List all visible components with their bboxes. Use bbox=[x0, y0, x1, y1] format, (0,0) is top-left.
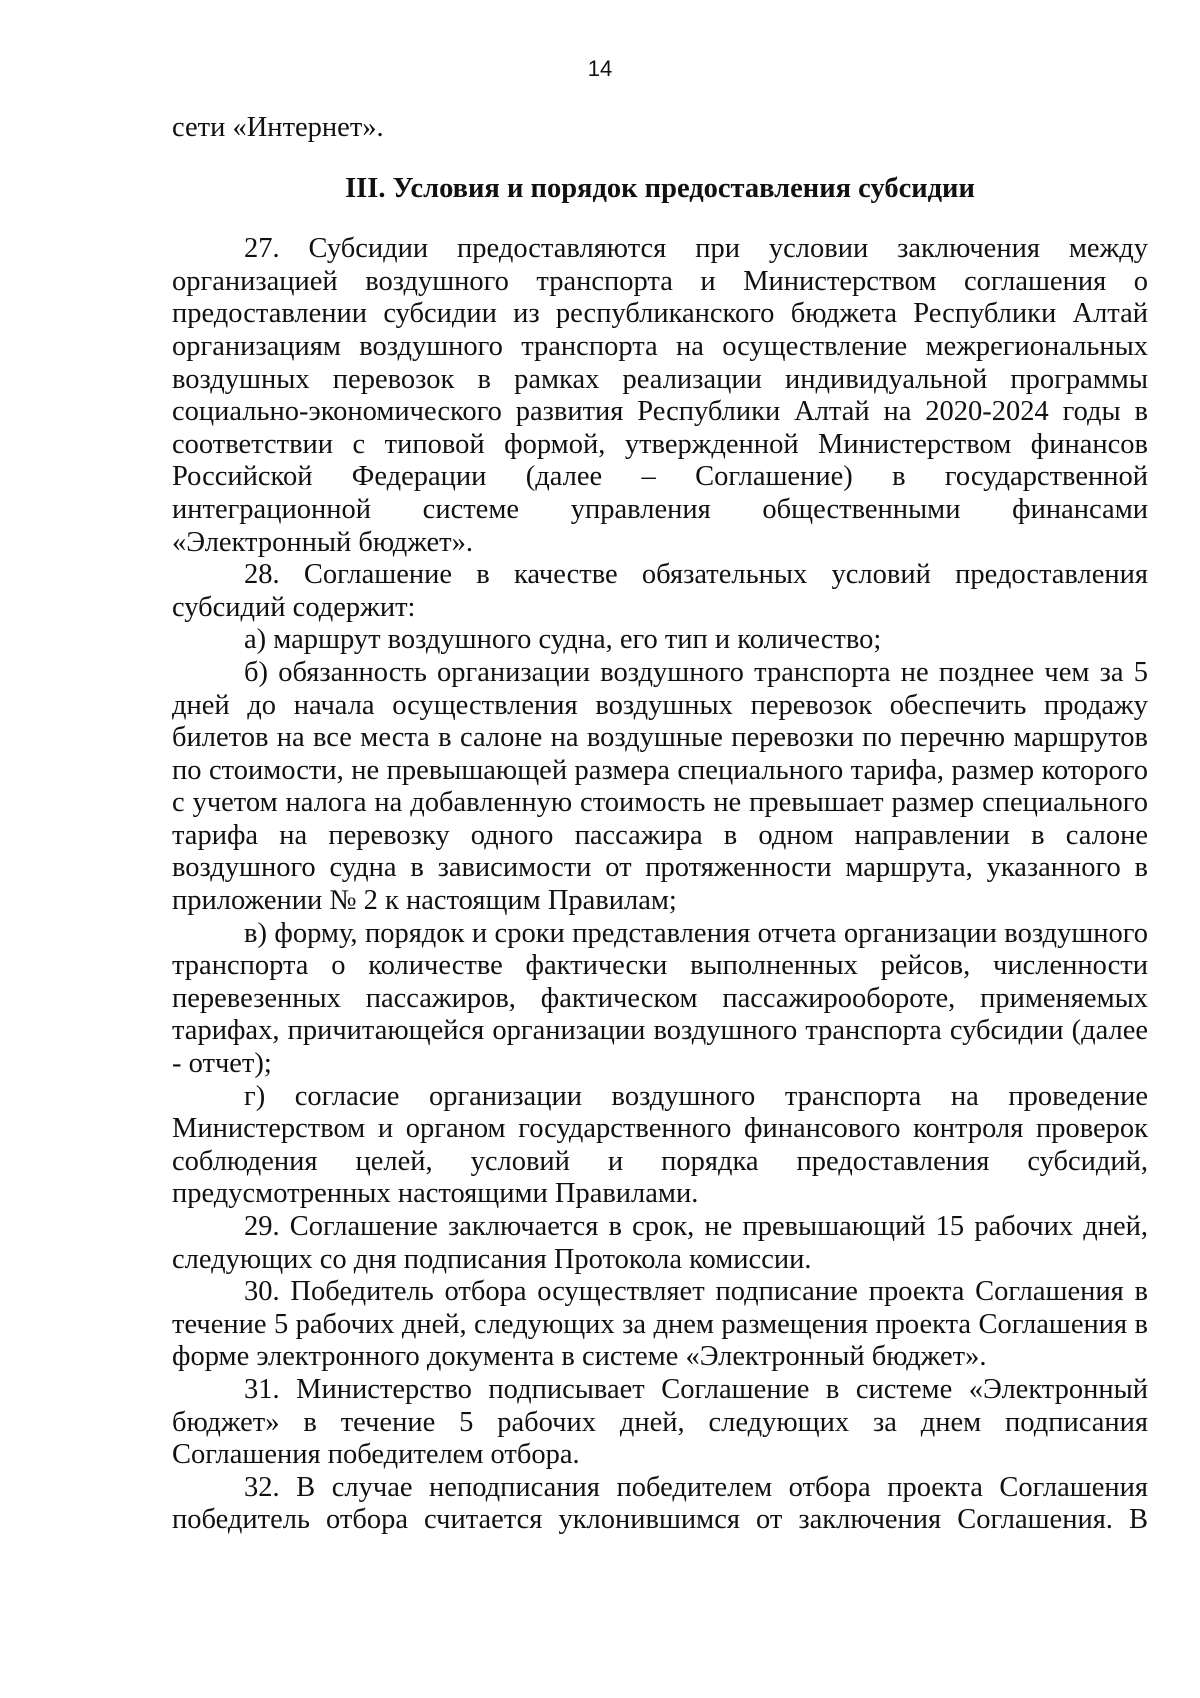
paragraph-line: с учетом налога на добавленную стоимость не превышает размер специального bbox=[172, 787, 1148, 819]
paragraph-line: соблюдения целей, условий и порядка предоставления субсидий, bbox=[172, 1145, 1148, 1177]
paragraph-line: 32. В случае неподписания победителем отбора проекта Соглашения bbox=[244, 1471, 1148, 1503]
paragraph-line: по стоимости, не превышающей размера специального тарифа, размер которого bbox=[172, 754, 1148, 786]
paragraph-line: перевезенных пассажиров, фактическом пассажирообороте, применяемых bbox=[172, 982, 1148, 1014]
paragraph-line: 31. Министерство подписывает Соглашение в системе «Электронный bbox=[244, 1373, 1148, 1405]
paragraph-line: 27. Субсидии предоставляются при условии заключения между bbox=[244, 233, 1148, 265]
paragraph-line: а) маршрут воздушного судна, его тип и количество; bbox=[244, 624, 882, 656]
paragraph-line: предусмотренных настоящими Правилами. bbox=[172, 1178, 699, 1210]
paragraph-line: предоставлении субсидии из республиканского бюджета Республики Алтай bbox=[172, 298, 1148, 330]
paragraph bbox=[172, 559, 1148, 624]
paragraph-line: воздушных перевозок в рамках реализации индивидуальной программы bbox=[172, 363, 1148, 395]
paragraph-line: 30. Победитель отбора осуществляет подписание проекта Соглашения в bbox=[244, 1276, 1148, 1308]
paragraph-line: «Электронный бюджет». bbox=[172, 526, 474, 558]
paragraph-line: соответствии с типовой формой, утвержденной Министерством финансов bbox=[172, 428, 1148, 460]
paragraph-line: билетов на все места в салоне на воздушные перевозки по перечню маршрутов bbox=[172, 722, 1148, 754]
paragraph-line: 28. Соглашение в качестве обязательных условий предоставления bbox=[244, 559, 1148, 591]
paragraph-line: тарифах, причитающейся организации воздушного транспорта субсидии (далее bbox=[172, 1015, 1148, 1047]
paragraph bbox=[172, 1276, 1148, 1374]
paragraphs bbox=[172, 233, 1148, 1537]
page-number: 14 bbox=[587, 56, 613, 81]
paragraph-line: течение 5 рабочих дней, следующих за днем размещения проекта Соглашения в bbox=[172, 1308, 1148, 1340]
paragraph-line: организацией воздушного транспорта и Министерством соглашения о bbox=[172, 265, 1148, 297]
paragraph bbox=[172, 1081, 1148, 1211]
paragraph-line: Российской Федерации (далее – Соглашение) в государственной bbox=[172, 461, 1148, 493]
paragraph-line: Соглашения победителем отбора. bbox=[172, 1439, 580, 1471]
section-heading: III. Условия и порядок предоставления субсидии bbox=[345, 172, 975, 204]
paragraph-line: бюджет» в течение 5 рабочих дней, следующих за днем подписания bbox=[172, 1406, 1148, 1438]
paragraph-line: победитель отбора считается уклонившимся от заключения Соглашения. В bbox=[172, 1504, 1148, 1536]
paragraph-line: интеграционной системе управления общественными финансами bbox=[172, 493, 1148, 525]
paragraph-line: дней до начала осуществления воздушных перевозок обеспечить продажу bbox=[172, 689, 1148, 721]
paragraph bbox=[172, 1374, 1148, 1472]
paragraph-line: г) согласие организации воздушного транспорта на проведение bbox=[244, 1080, 1148, 1112]
paragraph-line: б) обязанность организации воздушного транспорта не позднее чем за 5 bbox=[244, 656, 1148, 688]
paragraph-line: форме электронного документа в системе «Электронный бюджет». bbox=[172, 1341, 987, 1373]
paragraph-line: 29. Соглашение заключается в срок, не превышающий 15 рабочих дней, bbox=[244, 1211, 1148, 1242]
paragraph-line: следующих со дня подписания Протокола комиссии. bbox=[172, 1243, 812, 1275]
paragraph-line: приложении № 2 к настоящим Правилам; bbox=[172, 885, 677, 917]
paragraph-line: Министерством и органом государственного финансового контроля проверок bbox=[172, 1113, 1148, 1145]
paragraph-line: воздушного судна в зависимости от протяженности маршрута, указанного в bbox=[172, 852, 1148, 884]
paragraph bbox=[172, 624, 1148, 657]
paragraph bbox=[172, 1472, 1148, 1537]
intro-line: сети «Интернет». bbox=[172, 112, 384, 143]
paragraph-line: - отчет); bbox=[172, 1048, 272, 1080]
paragraph bbox=[172, 233, 1148, 559]
paragraph-line: субсидий содержит: bbox=[172, 591, 416, 623]
paragraph-line: социально-экономического развития Республики Алтай на 2020-2024 годы в bbox=[172, 396, 1148, 428]
paragraph-line: тарифа на перевозку одного пассажира в одном направлении в салоне bbox=[172, 819, 1148, 851]
paragraph bbox=[172, 1211, 1148, 1276]
document-body bbox=[172, 112, 1148, 1537]
paragraph-line: в) форму, порядок и сроки представления отчета организации воздушного bbox=[244, 917, 1148, 949]
paragraph-line: организациям воздушного транспорта на осуществление межрегиональных bbox=[172, 330, 1148, 362]
paragraph-line: транспорта о количестве фактически выполненных рейсов, численности bbox=[172, 950, 1148, 982]
paragraph bbox=[172, 657, 1148, 918]
paragraph bbox=[172, 918, 1148, 1081]
